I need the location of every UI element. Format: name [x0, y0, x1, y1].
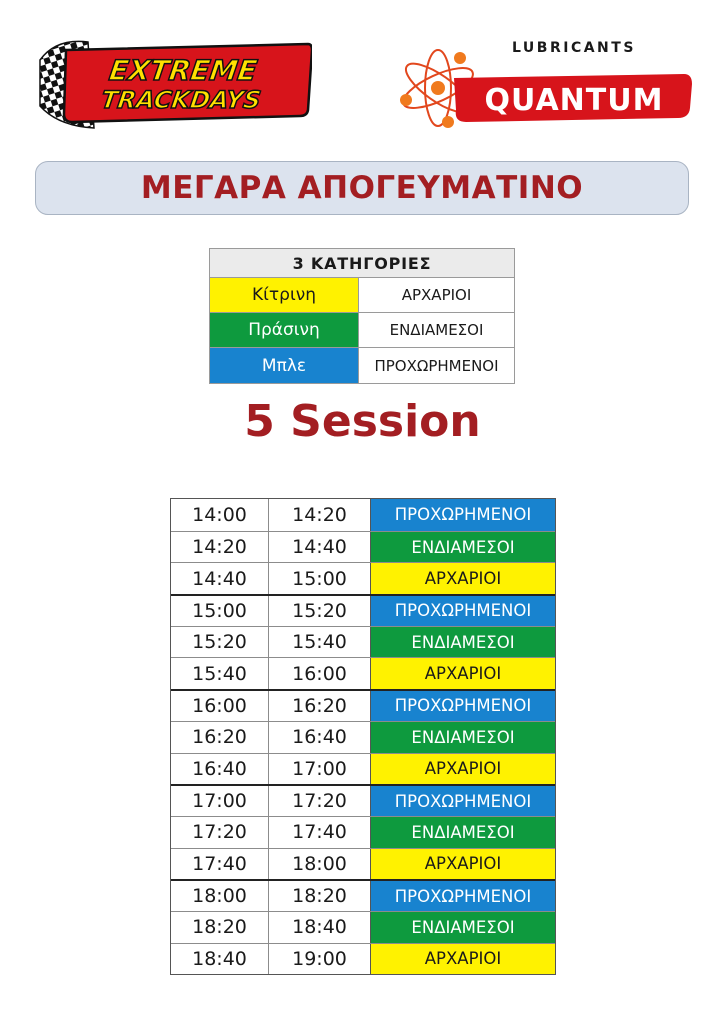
table-row — [171, 594, 555, 626]
start-time: 15:40 — [171, 658, 269, 689]
schedule-table — [170, 498, 556, 975]
end-time: 17:20 — [269, 786, 371, 816]
level-cell: ΠΡΟΧΩΡΗΜΕΝΟΙ — [371, 596, 555, 626]
level-cell: ΑΡΧΑΡΙΟΙ — [371, 754, 555, 785]
end-time: 18:20 — [269, 881, 371, 911]
category-color-label: Μπλε — [210, 348, 358, 383]
level-cell: ΕΝΔΙΑΜΕΣΟΙ — [371, 912, 555, 943]
end-time: 16:20 — [269, 691, 371, 721]
quantum-lubricants-logo — [396, 36, 696, 132]
category-row-yellow — [210, 278, 514, 313]
end-time: 16:40 — [269, 722, 371, 753]
table-row — [171, 562, 555, 594]
table-row — [171, 848, 555, 880]
session-heading: 5 Session — [244, 396, 481, 447]
end-time: 14:20 — [269, 499, 371, 531]
category-color-label: Πράσινη — [210, 313, 358, 347]
end-time: 18:40 — [269, 912, 371, 943]
categories-header: 3 ΚΑΤΗΓΟΡΙΕΣ — [210, 249, 514, 278]
table-row — [171, 911, 555, 943]
start-time: 14:40 — [171, 563, 269, 594]
table-row — [171, 499, 555, 531]
start-time: 18:00 — [171, 881, 269, 911]
level-cell: ΠΡΟΧΩΡΗΜΕΝΟΙ — [371, 499, 555, 531]
level-cell: ΕΝΔΙΑΜΕΣΟΙ — [371, 722, 555, 753]
logo-left-line1: EXTREME — [107, 54, 260, 87]
end-time: 14:40 — [269, 532, 371, 563]
table-row — [171, 657, 555, 689]
end-time: 17:00 — [269, 754, 371, 785]
end-time: 15:00 — [269, 563, 371, 594]
table-row — [171, 721, 555, 753]
extreme-trackdays-logo — [36, 36, 312, 132]
start-time: 14:00 — [171, 499, 269, 531]
start-time: 14:20 — [171, 532, 269, 563]
category-row-green — [210, 313, 514, 348]
table-row — [171, 943, 555, 975]
start-time: 16:00 — [171, 691, 269, 721]
logo-left-line2: TRACKDAYS — [99, 86, 263, 114]
level-cell: ΠΡΟΧΩΡΗΜΕΝΟΙ — [371, 786, 555, 816]
logo-right-brand: QUANTUM — [484, 83, 664, 118]
level-cell: ΕΝΔΙΑΜΕΣΟΙ — [371, 817, 555, 848]
table-row — [171, 816, 555, 848]
category-row-blue — [210, 348, 514, 383]
level-cell: ΑΡΧΑΡΙΟΙ — [371, 658, 555, 689]
end-time: 16:00 — [269, 658, 371, 689]
end-time: 17:40 — [269, 817, 371, 848]
level-cell: ΠΡΟΧΩΡΗΜΕΝΟΙ — [371, 881, 555, 911]
table-row — [171, 626, 555, 658]
logo-right-top-text: LUBRICANTS — [512, 40, 636, 56]
start-time: 17:40 — [171, 849, 269, 880]
start-time: 17:00 — [171, 786, 269, 816]
category-level-label: ΑΡΧΑΡΙΟΙ — [358, 278, 514, 312]
start-time: 15:20 — [171, 627, 269, 658]
title-banner — [35, 161, 689, 215]
category-level-label: ΕΝΔΙΑΜΕΣΟΙ — [358, 313, 514, 347]
level-cell: ΑΡΧΑΡΙΟΙ — [371, 849, 555, 880]
category-color-label: Κίτρινη — [210, 278, 358, 312]
level-cell: ΕΝΔΙΑΜΕΣΟΙ — [371, 532, 555, 563]
table-row — [171, 753, 555, 785]
end-time: 18:00 — [269, 849, 371, 880]
end-time: 19:00 — [269, 944, 371, 975]
start-time: 16:20 — [171, 722, 269, 753]
category-level-label: ΠΡΟΧΩΡΗΜΕΝΟΙ — [358, 348, 514, 383]
categories-table — [209, 248, 515, 384]
table-row — [171, 531, 555, 563]
end-time: 15:20 — [269, 596, 371, 626]
level-cell: ΠΡΟΧΩΡΗΜΕΝΟΙ — [371, 691, 555, 721]
level-cell: ΕΝΔΙΑΜΕΣΟΙ — [371, 627, 555, 658]
table-row — [171, 689, 555, 721]
start-time: 15:00 — [171, 596, 269, 626]
start-time: 18:40 — [171, 944, 269, 975]
table-row — [171, 879, 555, 911]
level-cell: ΑΡΧΑΡΙΟΙ — [371, 563, 555, 594]
end-time: 15:40 — [269, 627, 371, 658]
start-time: 16:40 — [171, 754, 269, 785]
page-title: ΜΕΓΑΡΑ ΑΠΟΓΕΥΜΑΤΙΝΟ — [140, 170, 584, 206]
start-time: 17:20 — [171, 817, 269, 848]
level-cell: ΑΡΧΑΡΙΟΙ — [371, 944, 555, 975]
table-row — [171, 784, 555, 816]
start-time: 18:20 — [171, 912, 269, 943]
